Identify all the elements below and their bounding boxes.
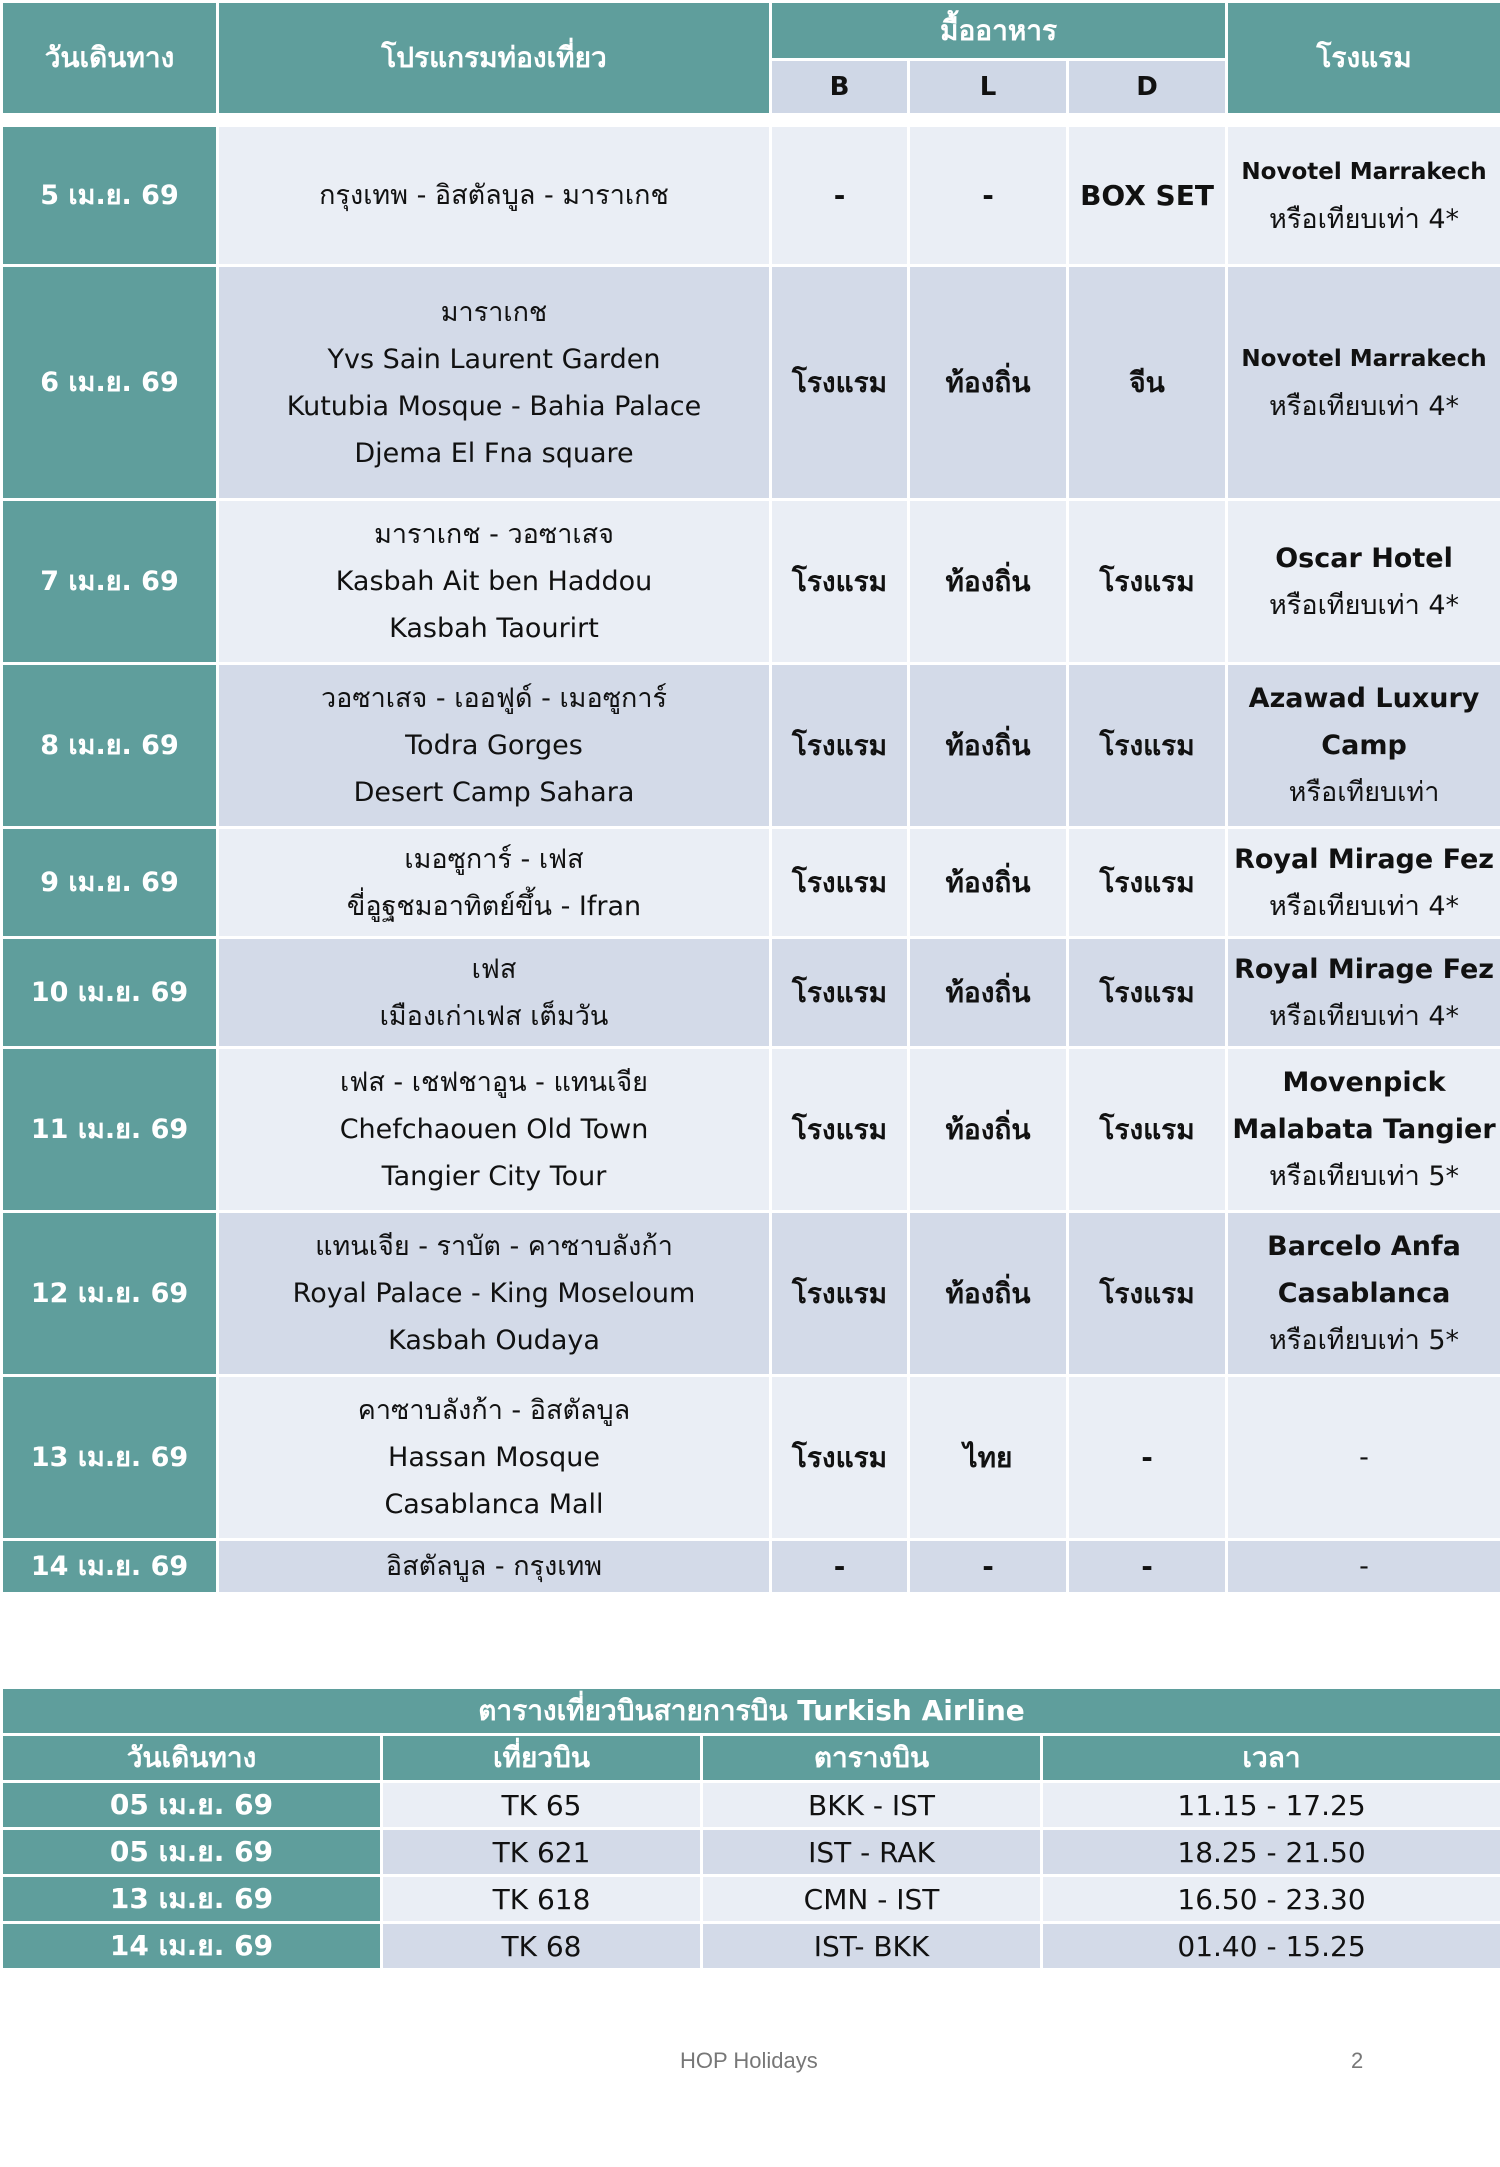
program-line: เมืองเก่าเฟส เต็มวัน [379,1000,609,1032]
flight-time: 11.15 - 17.25 [1042,1782,1500,1829]
program-line: เมอซูการ์ - เฟส [404,843,584,875]
meal-l: ท้องถิ่น [909,1212,1068,1376]
program-line: แทนเจีย - ราบัต - คาซาบลังก้า [315,1231,673,1262]
day-program [218,1376,771,1540]
flight-number: TK 68 [382,1923,702,1970]
itinerary-row [2,828,1500,938]
header-meals: มื้ออาหาร [771,2,1227,60]
header-date: วันเดินทาง [2,2,218,115]
hotel-name: Movenpick [1282,1067,1446,1098]
meal-b: โรงแรม [771,266,909,500]
meal-b: โรงแรม [771,1212,909,1376]
program-line: Djema El Fna square [354,437,634,469]
day-hotel [1227,500,1500,664]
itinerary-row [2,1540,1500,1594]
day-program [218,1048,771,1212]
flight-table-caption: ตารางเที่ยวบินสายการบิน Turkish Airline [2,1688,1500,1735]
day-program [218,126,771,266]
day-program [218,938,771,1048]
program-line: เฟส - เชฟชาอูน - แทนเจีย [340,1067,648,1098]
hotel-note: หรือเทียบเท่า 4* [1269,1000,1459,1032]
flight-body [2,1782,1500,1970]
program-line: Todra Gorges [405,730,583,761]
itinerary-row [2,126,1500,266]
hotel-name: Oscar Hotel [1275,542,1453,574]
meal-b: - [771,1540,909,1594]
flight-date: 05 เม.ย. 69 [2,1829,382,1876]
flight-date: 13 เม.ย. 69 [2,1876,382,1923]
flight-time: 16.50 - 23.30 [1042,1876,1500,1923]
hotel-name: Malabata Tangier [1232,1114,1496,1145]
hotel-note: หรือเทียบเท่า 5* [1269,1325,1459,1356]
itinerary-row [2,266,1500,500]
day-program [218,266,771,500]
program-line: Kasbah Taourirt [389,613,599,644]
day-program [218,664,771,828]
day-date: 6 เม.ย. 69 [2,266,218,500]
day-date: 11 เม.ย. 69 [2,1048,218,1212]
itinerary-row [2,938,1500,1048]
hotel-note: - [1359,1442,1369,1473]
flight-time: 01.40 - 15.25 [1042,1923,1500,1970]
day-program [218,828,771,938]
program-line: Kutubia Mosque - Bahia Palace [286,390,702,422]
meal-l: ท้องถิ่น [909,664,1068,828]
hotel-name: Azawad Luxury [1248,683,1480,714]
meal-d: โรงแรม [1068,1048,1227,1212]
header-hotel: โรงแรม [1227,2,1500,115]
meal-d: โรงแรม [1068,664,1227,828]
hotel-name: Camp [1321,730,1407,761]
flight-route: IST - RAK [702,1829,1042,1876]
meal-l: ท้องถิ่น [909,828,1068,938]
day-date: 7 เม.ย. 69 [2,500,218,664]
meal-b: โรงแรม [771,938,909,1048]
meal-b: โรงแรม [771,500,909,664]
program-line: Chefchaouen Old Town [339,1114,649,1145]
itinerary-row [2,500,1500,664]
flight-row [2,1876,1500,1923]
program-line: Yvs Sain Laurent Garden [327,343,661,375]
program-line: Hassan Mosque [388,1442,600,1473]
itinerary-body [2,126,1500,1594]
page-number: 2 [1351,2048,1364,2073]
day-hotel [1227,1540,1500,1594]
meal-d: โรงแรม [1068,500,1227,664]
header-breakfast: B [771,60,909,115]
day-hotel [1227,1048,1500,1212]
meal-b: โรงแรม [771,828,909,938]
meal-d: โรงแรม [1068,938,1227,1048]
day-date: 12 เม.ย. 69 [2,1212,218,1376]
flight-date: 05 เม.ย. 69 [2,1782,382,1829]
meal-l: - [909,1540,1068,1594]
flight-header-time: เวลา [1042,1735,1500,1782]
flight-row [2,1829,1500,1876]
day-date: 13 เม.ย. 69 [2,1376,218,1540]
day-hotel [1227,664,1500,828]
flight-row [2,1923,1500,1970]
day-date: 14 เม.ย. 69 [2,1540,218,1594]
flight-date: 14 เม.ย. 69 [2,1923,382,1970]
hotel-name: Novotel Marrakech [1241,345,1487,372]
hotel-note: หรือเทียบเท่า 5* [1269,1161,1459,1192]
program-line: ขี่อูฐชมอาทิตย์ขึ้น - Ifran [346,890,642,922]
header-lunch: L [909,60,1068,115]
meal-d: - [1068,1540,1227,1594]
meal-l: ท้องถิ่น [909,1048,1068,1212]
hotel-note: หรือเทียบเท่า 4* [1269,890,1459,922]
hotel-note: หรือเทียบเท่า 4* [1269,589,1459,621]
meal-b: โรงแรม [771,1048,909,1212]
hotel-name: Barcelo Anfa [1267,1231,1461,1262]
itinerary-row [2,664,1500,828]
flight-table [0,1686,1500,1971]
day-hotel [1227,1212,1500,1376]
meal-l: - [909,126,1068,266]
meal-b: โรงแรม [771,1376,909,1540]
flight-number: TK 65 [382,1782,702,1829]
footer-brand: HOP Holidays [680,2048,818,2073]
meal-l: ท้องถิ่น [909,266,1068,500]
hotel-note: หรือเทียบเท่า 4* [1269,390,1459,422]
meal-d: BOX SET [1068,126,1227,266]
day-date: 9 เม.ย. 69 [2,828,218,938]
header-dinner: D [1068,60,1227,115]
program-line: คาซาบลังก้า - อิสตัลบูล [357,1395,631,1426]
program-line: มาราเกช [440,296,548,328]
flight-header-route: ตารางบิน [702,1735,1042,1782]
flight-time: 18.25 - 21.50 [1042,1829,1500,1876]
program-line: มาราเกช - วอซาเสจ [374,519,614,550]
flight-header-flight: เที่ยวบิน [382,1735,702,1782]
hotel-note: - [1359,1550,1369,1582]
meal-l: ท้องถิ่น [909,500,1068,664]
hotel-name: Novotel Marrakech [1241,158,1487,185]
day-program [218,500,771,664]
meal-b: โรงแรม [771,664,909,828]
itinerary-row [2,1048,1500,1212]
day-hotel [1227,828,1500,938]
meal-d: โรงแรม [1068,828,1227,938]
program-line: Desert Camp Sahara [353,777,635,808]
hotel-note: หรือเทียบเท่า [1288,777,1440,808]
day-program [218,1212,771,1376]
meal-d: - [1068,1376,1227,1540]
hotel-note: หรือเทียบเท่า 4* [1269,203,1459,235]
itinerary-row [2,1376,1500,1540]
meal-b: - [771,126,909,266]
day-date: 5 เม.ย. 69 [2,126,218,266]
day-hotel [1227,938,1500,1048]
hotel-name: Royal Mirage Fez [1234,843,1494,875]
meal-l: ไทย [909,1376,1068,1540]
program-line: Casablanca Mall [384,1489,604,1520]
day-hotel [1227,126,1500,266]
hotel-name: Royal Mirage Fez [1234,953,1494,985]
meal-d: จีน [1068,266,1227,500]
meal-l: ท้องถิ่น [909,938,1068,1048]
itinerary-row [2,1212,1500,1376]
program-line: Kasbah Ait ben Haddou [335,566,653,597]
flight-number: TK 621 [382,1829,702,1876]
header-program: โปรแกรมท่องเที่ยว [218,2,771,115]
day-date: 8 เม.ย. 69 [2,664,218,828]
meal-d: โรงแรม [1068,1212,1227,1376]
day-hotel [1227,1376,1500,1540]
program-line: Tangier City Tour [381,1161,607,1192]
flight-number: TK 618 [382,1876,702,1923]
day-program [218,1540,771,1594]
flight-route: CMN - IST [702,1876,1042,1923]
program-line: เฟส [471,953,517,985]
program-line: Kasbah Oudaya [388,1325,600,1356]
day-date: 10 เม.ย. 69 [2,938,218,1048]
flight-header-date: วันเดินทาง [2,1735,382,1782]
hotel-name: Casablanca [1277,1278,1451,1309]
program-line: กรุงเทพ - อิสตัลบูล - มาราเกช [319,180,669,211]
flight-route: IST- BKK [702,1923,1042,1970]
flight-route: BKK - IST [702,1782,1042,1829]
program-line: วอซาเสจ - เออฟูด์ - เมอซูการ์ [320,683,668,714]
program-line: อิสตัลบูล - กรุงเทพ [385,1550,603,1582]
program-line: Royal Palace - King Moseloum [292,1278,696,1309]
flight-row [2,1782,1500,1829]
day-hotel [1227,266,1500,500]
